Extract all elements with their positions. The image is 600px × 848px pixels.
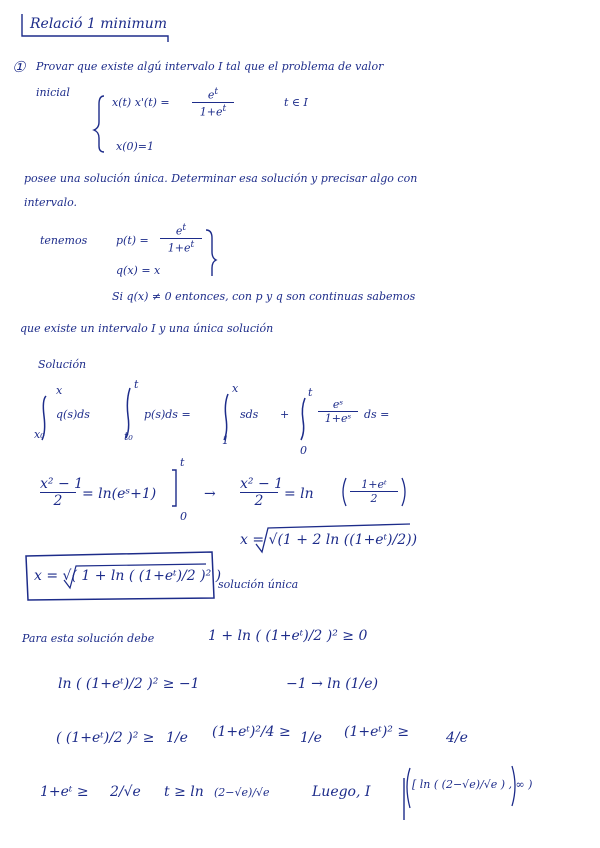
ode-rhs-num: e [207,88,215,102]
eq2-rhs-ln-num: 1+eᵗ [350,478,398,492]
eq2-rhs-den: 2 [254,493,264,509]
condition-line-1: Si q(x) ≠ 0 entonces, con p y q son continuas sabemos [112,290,416,303]
page-title: Relació 1 minimum [30,16,168,32]
exercise-number: ① [12,58,26,76]
step-1-lhs: ln ( (1+eᵗ)/2 )² ≥ −1 [58,676,200,692]
eq2-rhs-fraction [240,476,284,509]
integral-4-ds: ds = [364,408,390,421]
integral-2-upper: t [134,378,139,391]
ode-rhs-exp: t [214,86,219,97]
integral-4-den: 1+eˢ [324,412,352,425]
integral-4-fraction [318,398,358,425]
step-3a: 1+eᵗ ≥ [40,784,89,800]
step-2a-rhs: 1/e [166,730,188,746]
problem-tail-line-1: posee una solución única. Determinar esa solución y precisar algo con [24,172,418,185]
ode-domain: t ∈ I [284,96,308,109]
plus-sign: + [280,408,290,421]
ode-lhs: x(t) x'(t) = [112,96,170,109]
integral-1-lower: x₀ [34,428,45,441]
q-definition: q(x) = x [116,264,161,277]
step-2c-rhs: 4/e [446,730,468,746]
integral-2-lower: t₀ [124,430,133,443]
p-num-exp: t [182,222,187,233]
step-1-rhs: −1 → ln (1/e) [286,676,379,692]
ode-rhs-fraction [192,86,234,118]
initial-condition: x(0)=1 [116,140,155,153]
eq2-rhs-ln-fraction [350,478,398,505]
step-3b-fraction: (2−√e)/√e [214,786,270,799]
integral-3-body: sds [240,408,259,421]
step-3a-rhs: 2/√e [110,784,141,800]
eq2-arrow: → [204,486,216,502]
integral-4-lower: 0 [300,444,307,457]
step-2b-rhs: 1/e [300,730,322,746]
eq2-bound-top: t [180,456,185,469]
final-interval: [ ln ( (2−√e)/√e ) , ∞ ) [412,778,533,791]
integral-4-num: eˢ [318,398,358,412]
step-2c-lhs: (1+eᵗ)² ≥ [344,724,410,740]
existence-condition: 1 + ln ( (1+eᵗ)/2 )² ≥ 0 [208,628,368,644]
p-den: 1+e [167,241,191,255]
solution-label: Solución [38,358,87,371]
step-2a-lhs: ( (1+eᵗ)/2 )² ≥ [56,730,155,746]
boxed-solution-label: solución única [218,578,299,591]
problem-tail-line-2: intervalo. [24,196,78,209]
p-definition-fraction [160,222,202,254]
step-2b-lhs: (1+eᵗ)²/4 ≥ [212,724,291,740]
boxed-solution: x = √( 1 + ln ( (1+eᵗ)/2 )² ) [34,568,222,584]
step-3b: t ≥ ln [164,784,204,800]
p-definition-lhs: p(t) = [116,234,149,247]
ode-rhs-den: 1+e [199,105,223,119]
condition-line-2: que existe un intervalo I y una única solución [20,322,274,335]
existence-label: Para esta solución debe [22,632,155,645]
eq2-middle: = ln(eˢ+1) [82,486,157,502]
integral-1-upper: x [56,384,63,397]
eq2-lhs-fraction [40,476,84,509]
ode-rhs-den-exp: t [222,102,227,114]
step-3c: Luego, I [312,784,371,800]
integral-1-body: q(s)ds [56,408,90,421]
p-num: e [175,224,183,238]
eq2-bound-bottom: 0 [180,510,187,523]
p-den-exp: t [190,238,195,250]
integral-4-upper: t [308,386,313,399]
x-explicit: x = √(1 + 2 ln ((1+eᵗ)/2)) [240,532,418,548]
eq2-lhs-num: x² − 1 [40,476,84,492]
eq2-rhs-num: x² − 1 [240,476,284,492]
tenemos-label: tenemos [40,234,88,247]
eq2-rhs-ln-den: 2 [370,492,378,505]
problem-statement-line-1: Provar que existe algú intervalo I tal que el problema de valor [36,60,384,73]
problem-statement-line-2: inicial [36,86,70,99]
integral-3-upper: x [232,382,239,395]
integral-3-lower: 1 [222,434,229,447]
eq2-rhs-eq: = ln [284,486,314,502]
integral-2-body: p(s)ds = [144,408,191,421]
eq2-lhs-den: 2 [53,493,63,509]
